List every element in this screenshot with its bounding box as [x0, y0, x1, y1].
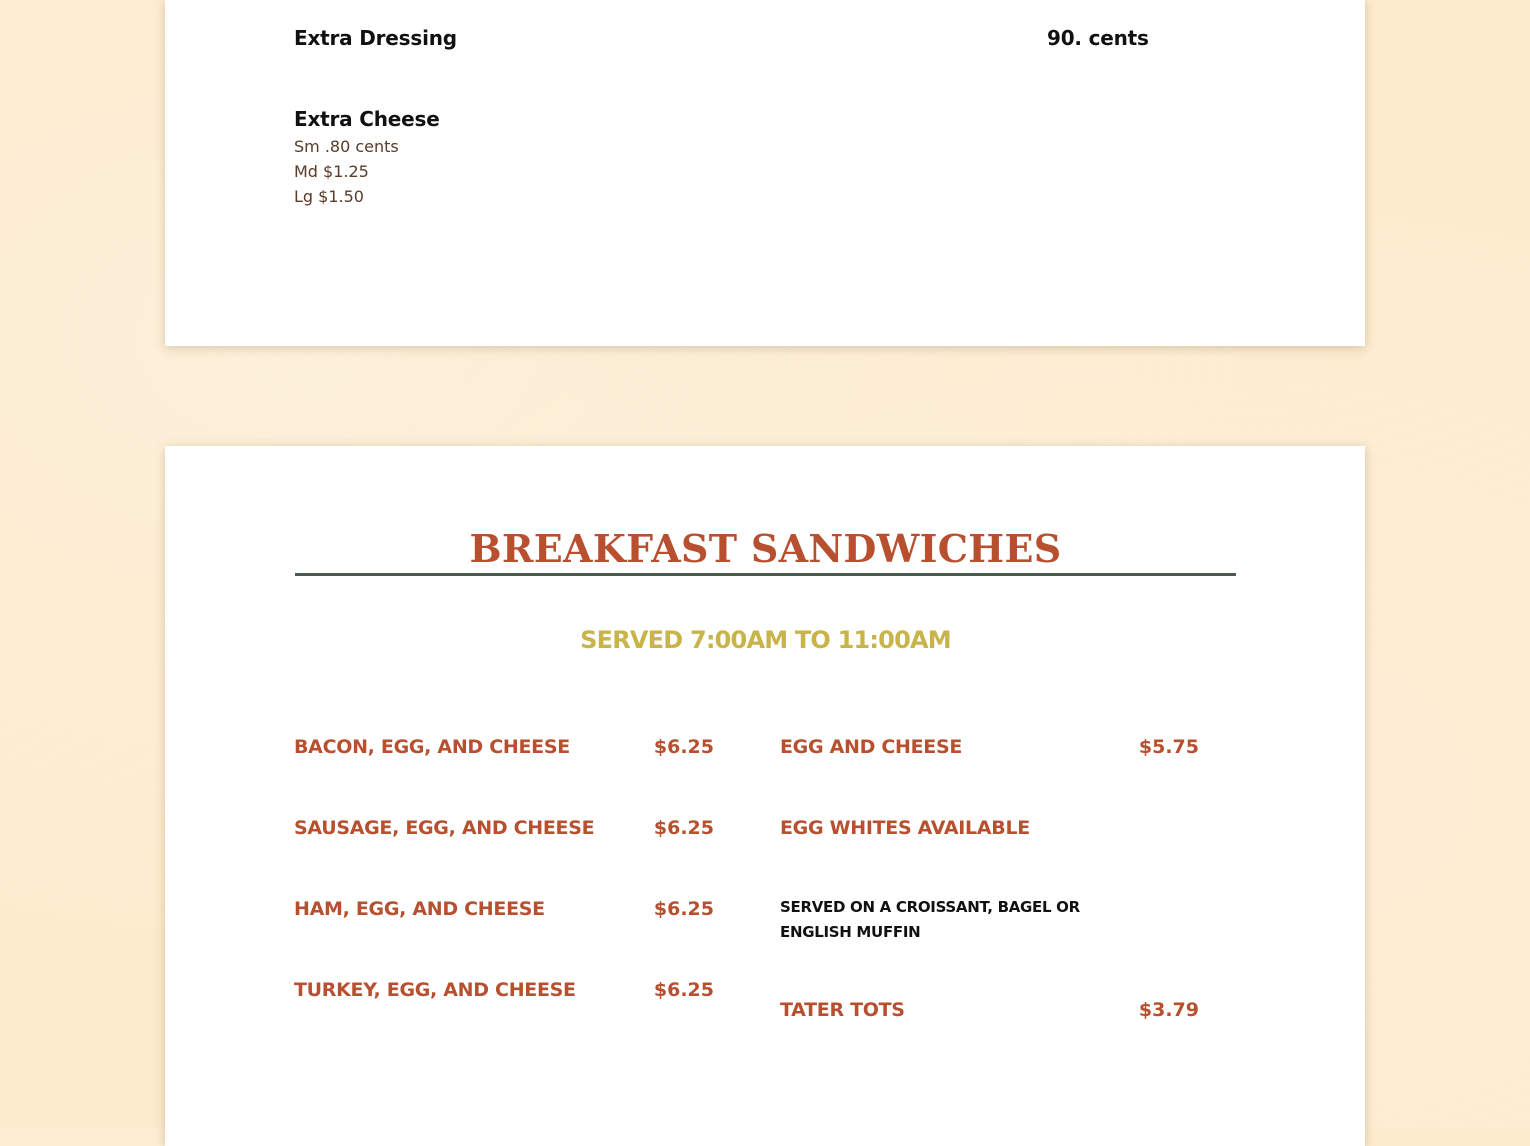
cheese-size-large: Lg $1.50 [294, 187, 364, 206]
menu-item-price: $6.25 [653, 979, 714, 1001]
menu-item-price: $6.25 [653, 817, 714, 839]
extra-cheese-name: Extra Cheese [294, 107, 440, 131]
section-title: BREAKFAST SANDWICHES [469, 526, 1062, 571]
menu-item-price: $6.25 [653, 736, 714, 758]
menu-item-name: SAUSAGE, EGG, AND CHEESE [294, 817, 595, 839]
egg-whites-note: EGG WHITES AVAILABLE [780, 817, 1030, 839]
egg-and-cheese-price: $5.75 [1138, 736, 1199, 758]
extras-card [165, 0, 1365, 346]
cheese-size-small: Sm .80 cents [294, 137, 399, 156]
menu-item-name: HAM, EGG, AND CHEESE [294, 898, 545, 920]
extra-dressing-name: Extra Dressing [294, 26, 457, 50]
menu-item-name: BACON, EGG, AND CHEESE [294, 736, 570, 758]
bread-options-note: SERVED ON A CROISSANT, BAGEL OR ENGLISH MUFFIN [780, 898, 1080, 941]
title-divider [295, 573, 1236, 576]
egg-and-cheese-name: EGG AND CHEESE [780, 736, 963, 758]
menu-item-price: $6.25 [653, 898, 714, 920]
cheese-size-medium: Md $1.25 [294, 162, 369, 181]
menu-item-name: TURKEY, EGG, AND CHEESE [294, 979, 576, 1001]
extra-dressing-price: 90. cents [1047, 26, 1149, 50]
tater-tots-price: $3.79 [1138, 999, 1199, 1021]
served-time: SERVED 7:00AM TO 11:00AM [580, 626, 951, 654]
tater-tots-name: TATER TOTS [780, 999, 905, 1021]
breakfast-card [165, 446, 1365, 1146]
